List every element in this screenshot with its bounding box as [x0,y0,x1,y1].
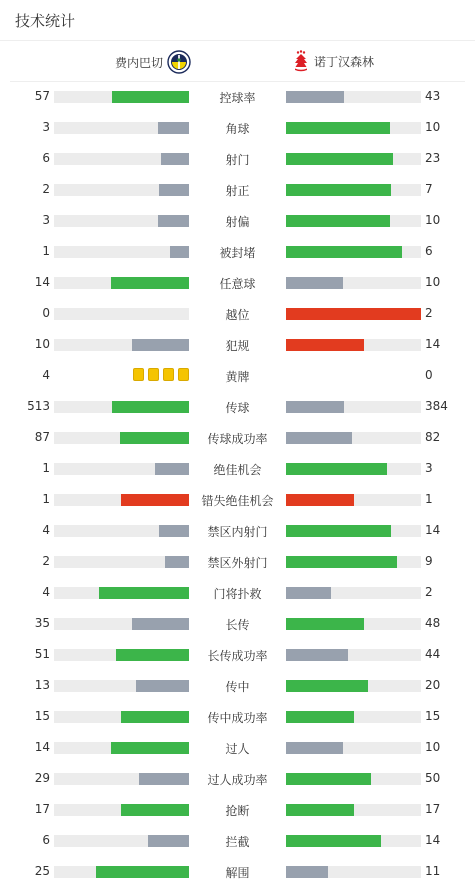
away-value: 15 [425,709,441,723]
away-bar-fill [286,246,402,258]
home-value: 13 [34,678,50,692]
home-bar-track [54,339,189,351]
home-value: 1 [42,244,50,258]
away-bar-fill [286,122,390,134]
away-value: 14 [425,523,441,537]
stat-row [0,360,475,391]
away-bar-track [286,308,421,320]
stat-label: 角球 [225,122,250,136]
stat-row [0,577,475,608]
stat-label: 拦截 [225,835,250,849]
stat-label: 射门 [225,153,250,167]
home-value: 2 [42,554,50,568]
fenerbahce-crest-icon [167,50,191,74]
stat-label: 被封堵 [219,246,256,260]
home-bar-fill [165,556,189,568]
home-value: 17 [34,802,50,816]
away-bar-fill [286,277,343,289]
stat-label: 过人 [225,742,250,756]
away-bar-fill [286,184,391,196]
home-bar-fill [170,246,189,258]
home-bar-track [54,680,189,692]
home-bar-track [54,432,189,444]
home-bar-fill [121,711,189,723]
away-bar-track [286,711,421,723]
stat-row [0,453,475,484]
away-bar-track [286,804,421,816]
away-value: 0 [425,368,433,382]
home-value: 35 [34,616,50,630]
home-bar-track [54,587,189,599]
away-bar-track [286,556,421,568]
stat-label: 长传 [225,618,250,632]
stat-label: 传球 [225,401,250,415]
away-value: 1 [425,492,433,506]
away-bar-fill [286,463,387,475]
away-bar-fill [286,649,348,661]
away-value: 14 [425,337,441,351]
stat-row [0,174,475,205]
away-bar-track [286,339,421,351]
home-bar-fill [99,587,189,599]
away-value: 9 [425,554,433,568]
stat-label: 任意球 [219,277,256,291]
stat-row [0,732,475,763]
away-value: 50 [425,771,441,785]
away-bar-track [286,122,421,134]
away-bar-track [286,215,421,227]
home-value: 3 [42,120,50,134]
home-value: 10 [34,337,50,351]
stat-row [0,763,475,794]
home-bar-fill [121,494,189,506]
home-value: 4 [42,585,50,599]
home-bar-track [54,773,189,785]
stat-row [0,267,475,298]
away-value: 10 [425,120,441,134]
away-team-name: 诺丁汉森林 [314,54,375,69]
away-bar-fill [286,339,364,351]
home-bar-fill [159,184,189,196]
stat-label: 解围 [225,866,250,880]
home-bar-fill [121,804,189,816]
home-bar-fill [158,122,189,134]
away-bar-fill [286,308,421,320]
home-bar-fill [116,649,189,661]
home-value: 0 [42,306,50,320]
home-bar-track [54,618,189,630]
home-value: 29 [34,771,50,785]
stat-row [0,205,475,236]
away-bar-fill [286,587,331,599]
stat-row [0,825,475,856]
home-bar-track [54,835,189,847]
away-bar-fill [286,804,354,816]
stat-label: 黄牌 [225,370,250,384]
away-bar-track [286,463,421,475]
home-bar-track [54,91,189,103]
away-bar-track [286,649,421,661]
yellow-card-icon [163,368,174,381]
stat-label: 绝佳机会 [213,463,262,477]
away-bar-track [286,680,421,692]
home-bar-track [54,494,189,506]
away-value: 48 [425,616,441,630]
home-value: 57 [34,89,50,103]
away-value: 384 [425,399,448,413]
yellow-card-icon [148,368,159,381]
away-bar-fill [286,153,393,165]
home-bar-track [54,122,189,134]
stat-label: 门将扑救 [213,587,262,601]
home-bar-fill [112,91,189,103]
stat-label: 射正 [225,184,250,198]
home-value: 4 [42,368,50,382]
away-value: 3 [425,461,433,475]
home-bar-track [54,184,189,196]
stat-row [0,701,475,732]
home-bar-fill [148,835,189,847]
stat-row [0,639,475,670]
away-value: 10 [425,275,441,289]
home-bar-track [54,463,189,475]
home-value: 513 [27,399,50,413]
away-bar-fill [286,742,343,754]
yellow-card-icon [133,368,144,381]
away-value: 43 [425,89,441,103]
stat-row [0,81,475,112]
home-value: 87 [34,430,50,444]
away-bar-track [286,587,421,599]
away-bar-fill [286,401,344,413]
home-bar-fill [139,773,189,785]
stat-row [0,298,475,329]
away-bar-track [286,432,421,444]
home-bar-track [54,866,189,878]
stat-row [0,236,475,267]
away-bar-track [286,773,421,785]
stat-row [0,329,475,360]
away-bar-track [286,246,421,258]
away-value: 17 [425,802,441,816]
nottingham-forest-crest-icon [294,50,308,72]
stat-row [0,112,475,143]
away-bar-track [286,618,421,630]
stat-label: 过人成功率 [207,773,268,787]
away-bar-track [286,153,421,165]
home-bar-track [54,277,189,289]
away-value: 23 [425,151,441,165]
home-bar-track [54,649,189,661]
away-value: 20 [425,678,441,692]
home-bar-track [54,401,189,413]
away-bar-track [286,91,421,103]
home-yellow-cards [133,368,193,381]
teams-header [10,41,465,82]
away-bar-track [286,525,421,537]
away-bar-track [286,742,421,754]
home-value: 1 [42,461,50,475]
stat-row [0,484,475,515]
stat-label: 控球率 [219,91,256,105]
home-bar-fill [136,680,189,692]
stat-label: 禁区内射门 [207,525,268,539]
away-bar-track [286,494,421,506]
stats-list [0,81,475,887]
stat-label: 传球成功率 [207,432,268,446]
stat-row [0,546,475,577]
yellow-card-icon [178,368,189,381]
away-bar-fill [286,680,368,692]
home-bar-track [54,308,189,320]
home-bar-fill [132,618,189,630]
away-bar-fill [286,525,391,537]
away-team[interactable] [294,50,374,72]
home-bar-track [54,556,189,568]
stat-label: 抢断 [225,804,250,818]
away-value: 2 [425,306,433,320]
home-team-name: 费内巴切 [114,55,163,70]
away-bar-fill [286,773,371,785]
stat-row [0,856,475,887]
away-bar-track [286,866,421,878]
away-value: 10 [425,740,441,754]
home-value: 25 [34,864,50,878]
home-bar-track [54,246,189,258]
stat-label: 错失绝佳机会 [201,494,274,508]
away-bar-track [286,184,421,196]
away-value: 14 [425,833,441,847]
home-bar-track [54,742,189,754]
away-bar-fill [286,215,390,227]
away-value: 44 [425,647,441,661]
stat-label: 长传成功率 [207,649,268,663]
away-value: 2 [425,585,433,599]
stat-row [0,608,475,639]
away-bar-track [286,401,421,413]
home-value: 51 [34,647,50,661]
away-bar-fill [286,866,328,878]
away-bar-track [286,277,421,289]
home-value: 4 [42,523,50,537]
away-bar-fill [286,91,344,103]
stat-row [0,422,475,453]
stat-label: 传中成功率 [207,711,268,725]
stat-row [0,391,475,422]
away-value: 11 [425,864,441,878]
stat-row [0,515,475,546]
home-value: 1 [42,492,50,506]
away-value: 10 [425,213,441,227]
stat-label: 犯规 [225,339,250,353]
away-bar-fill [286,711,354,723]
home-value: 15 [34,709,50,723]
home-value: 2 [42,182,50,196]
stat-label: 禁区外射门 [207,556,268,570]
away-bar-fill [286,556,397,568]
home-team[interactable] [115,50,191,74]
stat-row [0,794,475,825]
stat-label: 传中 [225,680,250,694]
home-value: 6 [42,151,50,165]
home-value: 14 [34,740,50,754]
away-value: 7 [425,182,433,196]
home-bar-track [54,153,189,165]
home-bar-fill [155,463,189,475]
home-value: 6 [42,833,50,847]
stat-label: 越位 [225,308,250,322]
home-bar-track [54,525,189,537]
home-bar-track [54,215,189,227]
home-bar-track [54,711,189,723]
page-title: 技术统计 [15,12,76,30]
home-bar-fill [111,742,189,754]
home-value: 14 [34,275,50,289]
home-bar-fill [159,525,189,537]
home-bar-fill [161,153,189,165]
home-bar-fill [120,432,189,444]
stat-row [0,143,475,174]
away-value: 6 [425,244,433,258]
home-bar-fill [111,277,189,289]
home-bar-fill [132,339,189,351]
home-bar-track [54,804,189,816]
away-bar-fill [286,432,352,444]
away-value: 82 [425,430,441,444]
home-bar-fill [112,401,189,413]
stat-label: 射偏 [225,215,250,229]
away-bar-fill [286,835,381,847]
stat-row [0,670,475,701]
home-bar-fill [158,215,189,227]
away-bar-fill [286,494,354,506]
home-value: 3 [42,213,50,227]
home-bar-fill [96,866,189,878]
away-bar-fill [286,618,364,630]
away-bar-track [286,835,421,847]
